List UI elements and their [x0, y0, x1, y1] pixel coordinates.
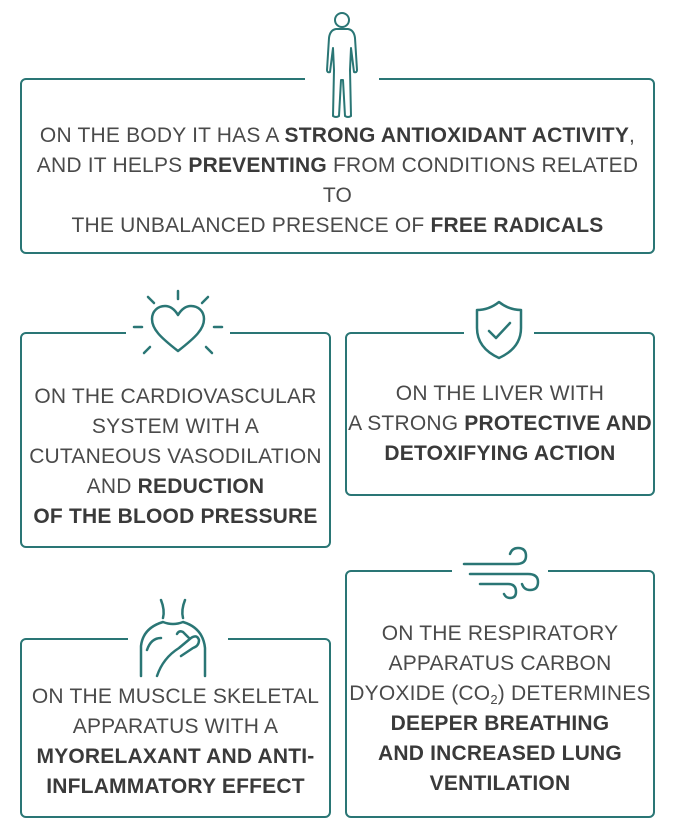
- text-bold: VENTILATION: [429, 772, 571, 795]
- text-line: APPARATUS CARBON: [388, 652, 612, 675]
- muscle-text: [32, 682, 319, 802]
- text-span: ,: [629, 124, 636, 147]
- liver-text: [348, 379, 652, 469]
- text-bold: INFLAMMATORY EFFECT: [46, 775, 305, 798]
- text-bold: REDUCTION: [137, 475, 265, 498]
- antioxidant-text: [22, 121, 653, 241]
- text-bold: PROTECTIVE AND: [464, 412, 652, 435]
- wind-icon: [452, 540, 548, 604]
- text-bold: AND INCREASED LUNG: [378, 742, 622, 765]
- text-line: SYSTEM WITH A: [91, 415, 260, 438]
- text-bold: DETOXIFYING ACTION: [384, 442, 616, 465]
- text-bold: FREE RADICALS: [430, 214, 604, 237]
- text-line: APPARATUS WITH A: [72, 715, 279, 738]
- muscle-shoulder-icon: [128, 598, 228, 678]
- text-line: ON THE LIVER WITH: [395, 382, 605, 405]
- text-line: ON THE MUSCLE SKELETAL: [31, 685, 320, 708]
- subscript-2: 2: [490, 692, 498, 707]
- cardiovascular-card: [20, 332, 331, 548]
- text-span: THE UNBALANCED PRESENCE OF: [71, 214, 431, 237]
- text-line: ON THE CARDIOVASCULAR: [34, 385, 317, 408]
- text-span: AND: [86, 475, 138, 498]
- text-line: CUTANEOUS VASODILATION: [29, 445, 322, 468]
- respiratory-card: [345, 570, 655, 818]
- text-span: A STRONG: [348, 412, 465, 435]
- text-span: DYOXIDE (CO: [349, 682, 491, 705]
- shield-check-icon: [464, 296, 534, 364]
- text-bold: STRONG ANTIOXIDANT ACTIVITY: [284, 124, 630, 147]
- text-line: ON THE RESPIRATORY: [381, 622, 619, 645]
- text-bold: PREVENTING: [188, 154, 327, 177]
- text-bold: DEEPER BREATHING: [390, 712, 610, 735]
- text-bold: OF THE BLOOD PRESSURE: [33, 505, 318, 528]
- human-body-icon: [305, 6, 379, 122]
- text-span: AND IT HELPS: [36, 154, 189, 177]
- text-span: ) DETERMINES: [497, 682, 651, 705]
- text-span: FROM CONDITIONS RELATED TO: [322, 154, 639, 207]
- cardiovascular-text: [29, 382, 322, 532]
- heart-icon: [126, 288, 230, 364]
- respiratory-text: [349, 619, 650, 799]
- text-bold: MYORELAXANT AND ANTI-: [36, 745, 315, 768]
- text-span: ON THE BODY IT HAS A: [39, 124, 285, 147]
